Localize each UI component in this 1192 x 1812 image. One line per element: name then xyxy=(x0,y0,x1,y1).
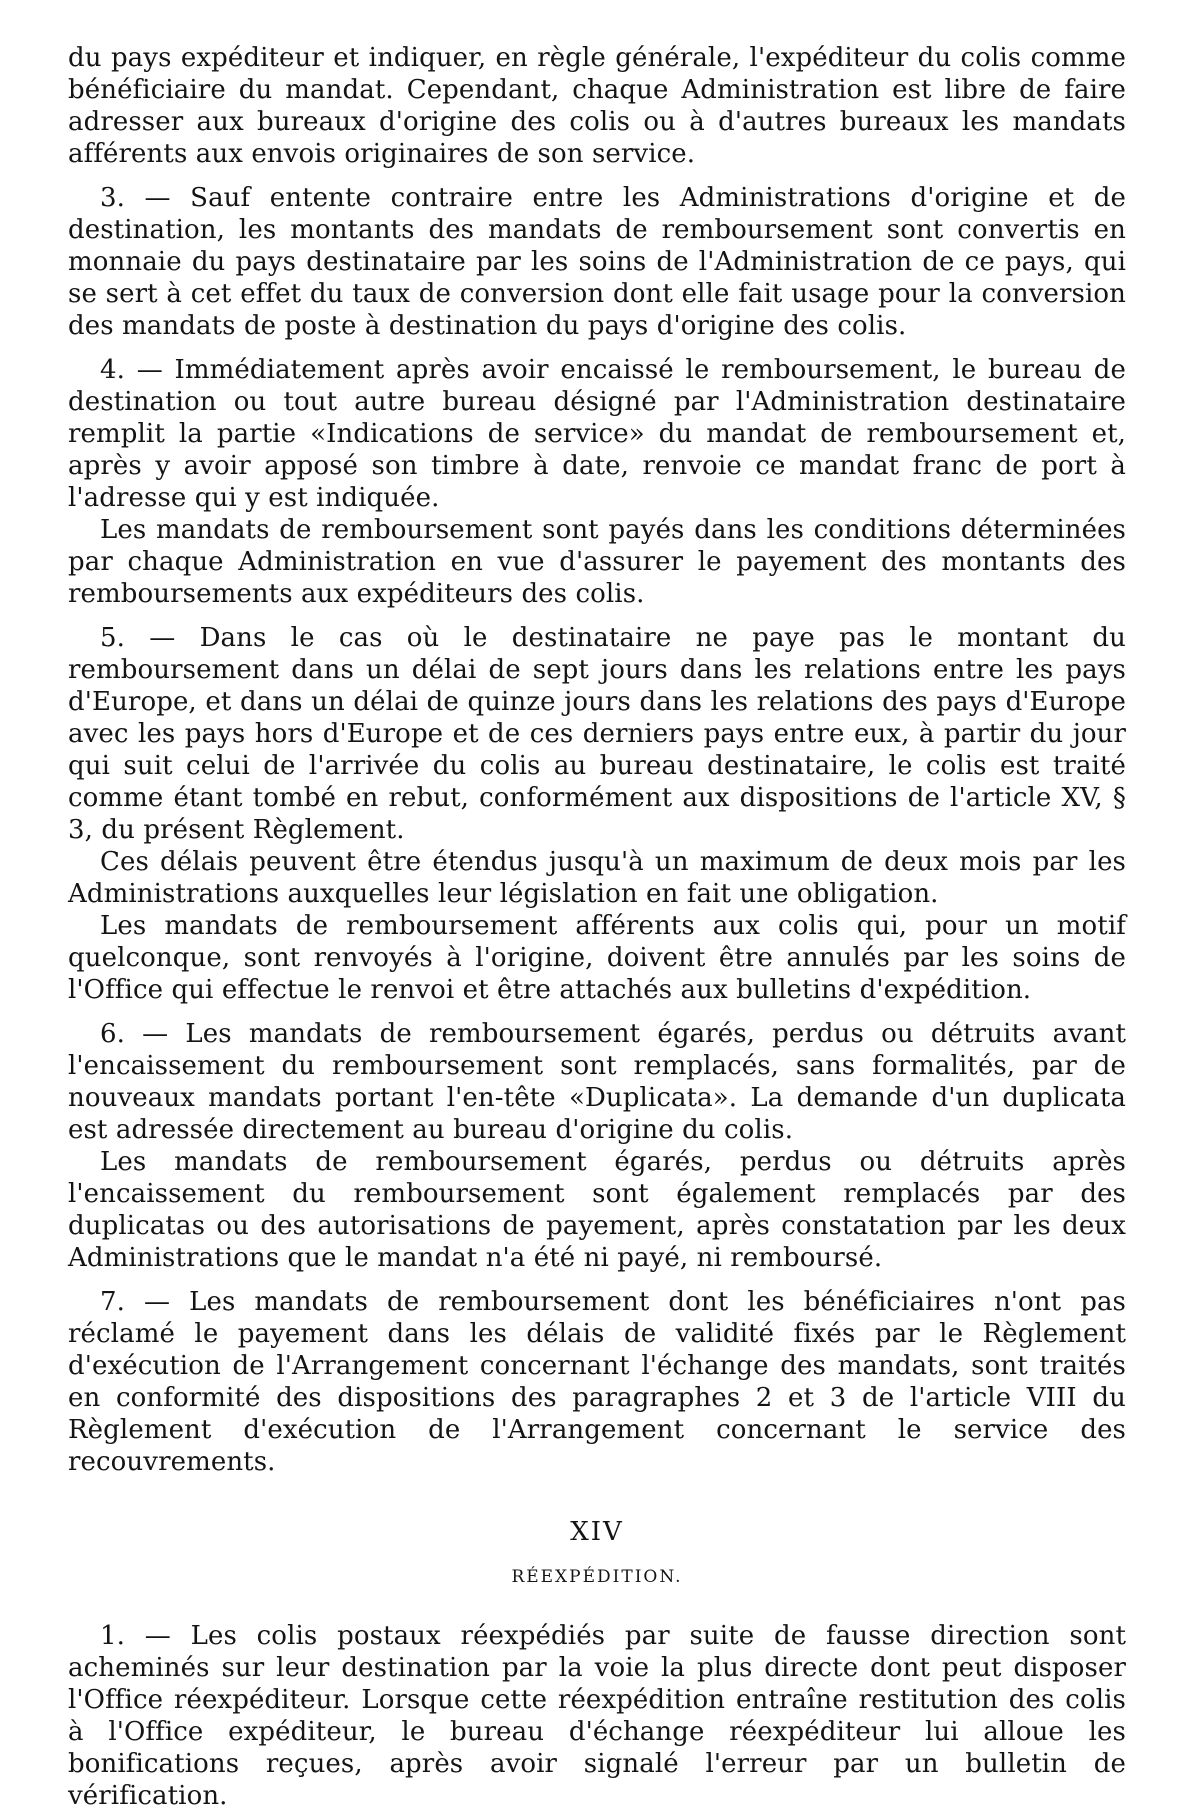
paragraph-6: 6. — Les mandats de remboursement égarés, perdus ou détruits avant l'encaissement du remboursement sont remplacés, sans formalités, par de nouveaux mandats portant l'en-tête «Duplicata». La demande d'un duplicata est adressée directement au bureau d'origine du colis. xyxy=(68,1019,1126,1145)
document-page xyxy=(68,42,1126,1812)
section-paragraph-1: 1. — Les colis postaux réexpédiés par suite de fausse direction sont acheminés sur leur destination par la voie la plus directe dont peut disposer l'Office réexpéditeur. Lorsque cette réexpédition entraîne restitution des colis à l'Office expéditeur, le bureau d'échange réexpéditeur lui alloue les bonifications reçues, après avoir signalé l'erreur par un bulletin de vérification. xyxy=(68,1621,1126,1811)
paragraph-5-returned: Les mandats de remboursement afférents aux colis qui, pour un motif quelconque, sont renvoyés à l'origine, doivent être annulés par les soins de l'Office qui effectue le renvoi et être attachés aux bulletins d'expédition. xyxy=(68,911,1126,1005)
paragraph-6-continued: Les mandats de remboursement égarés, perdus ou détruits après l'encaissement du remboursement sont également remplacés par des duplicatas ou des autorisations de payement, après constatation par les deux Administrations que le mandat n'a été ni payé, ni remboursé. xyxy=(68,1147,1126,1273)
paragraph-7: 7. — Les mandats de remboursement dont les bénéficiaires n'ont pas réclamé le payement dans les délais de validité fixés par le Règlement d'exécution de l'Arrangement concernant l'échange des mandats, sont traités en conformité des dispositions des paragraphes 2 et 3 de l'article VIII du Règlement d'exécution de l'Arrangement concernant le service des recouvrements. xyxy=(68,1287,1126,1477)
section-number: XIV xyxy=(570,1517,624,1547)
paragraph-5: 5. — Dans le cas où le destinataire ne paye pas le montant du remboursement dans un délai de sept jours dans les relations entre les pays d'Europe, et dans un délai de quinze jours dans les relations des pays d'Europe avec les pays hors d'Europe et de ces derniers pays entre eux, à partir du jour qui suit celui de l'arrivée du colis au bureau destinataire, le colis est traité comme étant tombé en rebut, conformément aux dispositions de l'article XV, § 3, du présent Règlement. xyxy=(68,623,1126,845)
paragraph-4: 4. — Immédiatement après avoir encaissé le remboursement, le bureau de destination ou tout autre bureau désigné par l'Administration destinataire remplit la partie «Indications de service» du mandat de remboursement et, après y avoir apposé son timbre à date, renvoie ce mandat franc de port à l'adresse qui y est indiquée. xyxy=(68,355,1126,513)
section-title: RÉEXPÉDITION. xyxy=(511,1567,683,1587)
paragraph-5-delays: Ces délais peuvent être étendus jusqu'à un maximum de deux mois par les Administrations auxquelles leur législation en fait une obligation. xyxy=(68,847,1126,909)
paragraph-continuation: du pays expéditeur et indiquer, en règle générale, l'expéditeur du colis comme bénéficiaire du mandat. Cependant, chaque Administration est libre de faire adresser aux bureaux d'origine des colis ou à d'autres bureaux les mandats afférents aux envois originaires de son service. xyxy=(68,43,1126,169)
paragraph-4-continued: Les mandats de remboursement sont payés dans les conditions déterminées par chaque Administration en vue d'assurer le payement des montants des remboursements aux expéditeurs des colis. xyxy=(68,515,1126,609)
paragraph-3: 3. — Sauf entente contraire entre les Administrations d'origine et de destination, les montants des mandats de remboursement sont convertis en monnaie du pays destinataire par les soins de l'Administration de ce pays, qui se sert à cet effet du taux de conversion dont elle fait usage pour la conversion des mandats de poste à destination du pays d'origine des colis. xyxy=(68,183,1126,341)
